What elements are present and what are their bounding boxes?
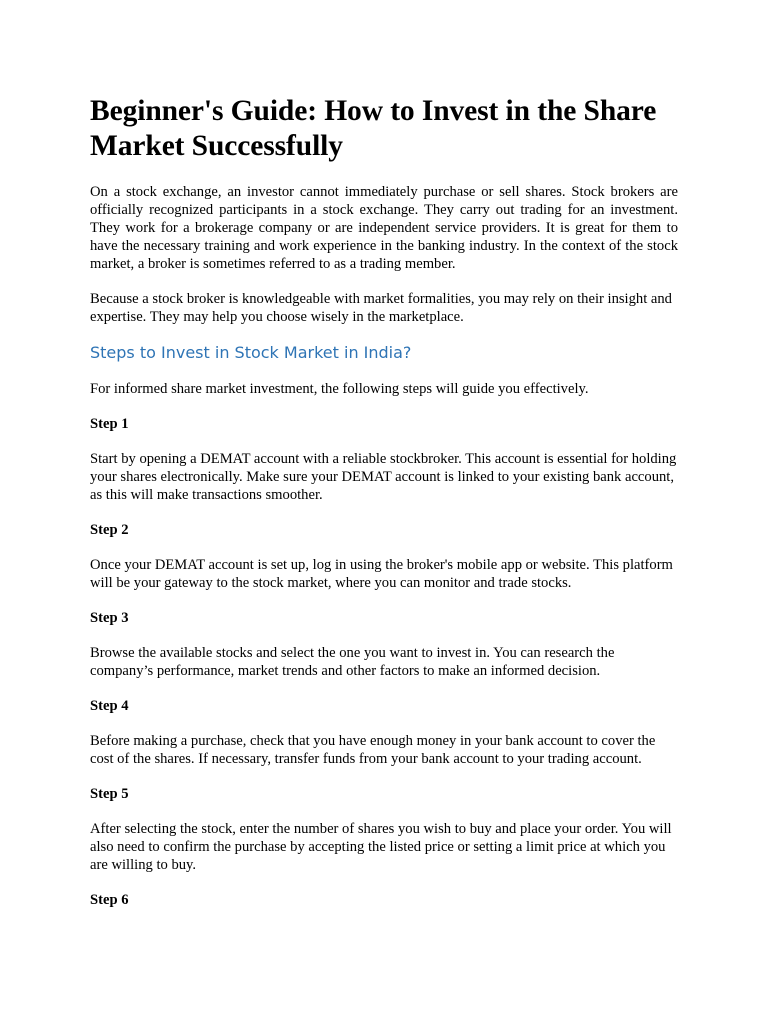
- step-2-label: Step 2: [90, 522, 129, 538]
- intro-paragraph-1: On a stock exchange, an investor cannot immediately purchase or sell shares. Stock brokers are officially recognized participants in a stock exchange. They carry out trading for an investment. They work for a brokerage company or are independent service providers. It is great for them to have the necessary training and work experience in the banking industry. In the context of the stock market, a broker is sometimes referred to as a trading member.: [90, 184, 678, 272]
- section-heading: Steps to Invest in Stock Market in India?: [90, 343, 412, 362]
- step-5-text: After selecting the stock, enter the number of shares you wish to buy and place your order. You will also need to confirm the purchase by accepting the listed price or setting a limit price at which you are willing to buy.: [90, 821, 672, 873]
- step-3-label: Step 3: [90, 610, 129, 626]
- step-4-label: Step 4: [90, 698, 129, 714]
- section-lead: For informed share market investment, the following steps will guide you effectively.: [90, 381, 589, 397]
- step-2-text: Once your DEMAT account is set up, log in using the broker's mobile app or website. This platform will be your gateway to the stock market, where you can monitor and trade stocks.: [90, 557, 673, 591]
- document-page: [90, 94, 678, 926]
- step-4-text: Before making a purchase, check that you have enough money in your bank account to cover the cost of the shares. If necessary, transfer funds from your bank account to your trading account.: [90, 733, 656, 767]
- page-title: Beginner's Guide: How to Invest in the Share Market Successfully: [90, 95, 657, 162]
- step-1-label: Step 1: [90, 416, 129, 432]
- intro-paragraph-2: Because a stock broker is knowledgeable with market formalities, you may rely on their insight and expertise. They may help you choose wisely in the marketplace.: [90, 291, 672, 325]
- step-6-label: Step 6: [90, 892, 129, 908]
- step-5-label: Step 5: [90, 786, 129, 802]
- step-3-text: Browse the available stocks and select the one you want to invest in. You can research the company’s performance, market trends and other factors to make an informed decision.: [90, 645, 615, 679]
- step-1-text: Start by opening a DEMAT account with a reliable stockbroker. This account is essential for holding your shares electronically. Make sure your DEMAT account is linked to your existing bank account, as this will make transactions smoother.: [90, 451, 677, 503]
